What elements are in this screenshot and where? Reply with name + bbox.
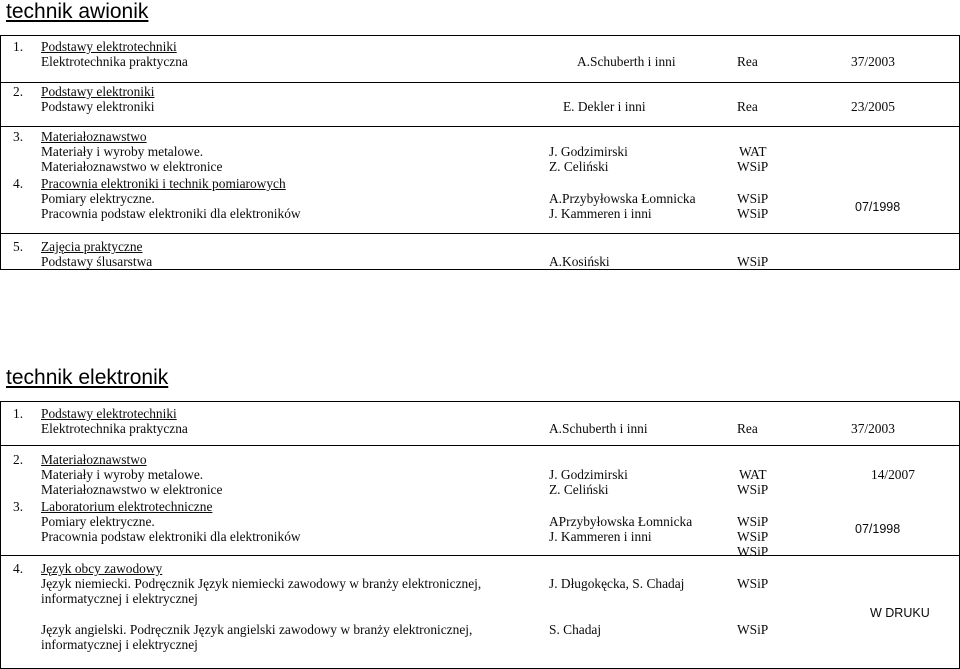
publisher: WSiP xyxy=(737,159,769,174)
publisher: WSiP xyxy=(737,576,769,591)
approval-number: 37/2003 xyxy=(851,54,895,69)
subject-title: Podstawy elektrotechniki xyxy=(41,39,177,54)
author: J. Kammeren i inni xyxy=(549,529,652,544)
author: J. Godzimirski xyxy=(549,467,628,482)
book-title: informatycznej i elektrycznej xyxy=(41,637,198,652)
subject-title: Zajęcia praktyczne xyxy=(41,239,143,254)
book-title: Pracownia podstaw elektroniki dla elektroników xyxy=(41,529,301,544)
author: APrzybyłowska Łomnicka xyxy=(549,514,693,529)
subject-title: Materiałoznawstwo xyxy=(41,452,147,467)
row-divider xyxy=(1,82,959,83)
book-title: Elektrotechnika praktyczna xyxy=(41,54,188,69)
publisher: WSiP xyxy=(737,622,769,637)
row-divider xyxy=(1,555,959,556)
subject-title: Materiałoznawstwo xyxy=(41,129,147,144)
row-number: 2. xyxy=(13,84,24,99)
subject-title: Podstawy elektrotechniki xyxy=(41,406,177,421)
publisher: WSiP xyxy=(737,514,769,529)
author: S. Chadaj xyxy=(549,622,602,637)
publisher: WSiP xyxy=(737,191,769,206)
row-divider xyxy=(1,126,959,127)
author: Z. Celiński xyxy=(549,159,609,174)
row-number: 4. xyxy=(13,561,24,576)
subject-title: Laboratorium elektrotechniczne xyxy=(41,499,213,514)
book-title: Język niemiecki. Podręcznik Język niemiecki zawodowy w branży elektronicznej, xyxy=(41,576,482,591)
author: J. Godzimirski xyxy=(549,144,628,159)
publisher: WSiP xyxy=(737,544,769,559)
publisher: WSiP xyxy=(737,206,769,221)
row-number: 1. xyxy=(13,39,24,54)
author: A.Kosiński xyxy=(549,254,610,269)
publisher: WAT xyxy=(739,144,767,159)
book-title: Materiałoznawstwo w elektronice xyxy=(41,482,223,497)
row-number: 3. xyxy=(13,499,24,514)
row-number: 3. xyxy=(13,129,24,144)
row-divider xyxy=(1,233,959,234)
publisher: WAT xyxy=(739,467,767,482)
publisher: Rea xyxy=(737,54,758,69)
approval-number: 07/1998 xyxy=(855,200,901,214)
book-title: Materiały i wyroby metalowe. xyxy=(41,467,204,482)
row-number: 5. xyxy=(13,239,24,254)
row-divider xyxy=(1,445,959,446)
row-number: 2. xyxy=(13,452,24,467)
approval-number: W DRUKU xyxy=(870,606,930,620)
author: J. Kammeren i inni xyxy=(549,206,652,221)
approval-number: 23/2005 xyxy=(851,99,895,114)
publisher: WSiP xyxy=(737,529,769,544)
row-number: 4. xyxy=(13,176,24,191)
publisher: WSiP xyxy=(737,482,769,497)
subject-title: Pracownia elektroniki i technik pomiarowych xyxy=(41,176,286,191)
approval-number: 07/1998 xyxy=(855,522,901,536)
book-title: Elektrotechnika praktyczna xyxy=(41,421,188,436)
subject-title: Podstawy elektroniki xyxy=(41,84,155,99)
author: A.Schuberth i inni xyxy=(577,54,676,69)
section-title-elektronik: technik elektronik xyxy=(6,366,169,389)
subject-title: Język obcy zawodowy xyxy=(41,561,163,576)
book-title: informatycznej i elektrycznej xyxy=(41,591,198,606)
book-title: Podstawy ślusarstwa xyxy=(41,254,153,269)
publisher: Rea xyxy=(737,99,758,114)
row-number: 1. xyxy=(13,406,24,421)
book-title: Pracownia podstaw elektroniki dla elektroników xyxy=(41,206,301,221)
publisher: WSiP xyxy=(737,254,769,269)
book-title: Materiałoznawstwo w elektronice xyxy=(41,159,223,174)
book-title: Materiały i wyroby metalowe. xyxy=(41,144,204,159)
author: Z. Celiński xyxy=(549,482,609,497)
approval-number: 37/2003 xyxy=(851,421,895,436)
author: A.Schuberth i inni xyxy=(549,421,648,436)
publisher: Rea xyxy=(737,421,758,436)
author: E. Dekler i inni xyxy=(563,99,646,114)
section-title-awionik: technik awionik xyxy=(6,0,149,23)
book-title: Pomiary elektryczne. xyxy=(41,191,155,206)
author: A.Przybyłowska Łomnicka xyxy=(549,191,696,206)
book-title: Język angielski. Podręcznik Język angielski zawodowy w branży elektronicznej, xyxy=(41,622,473,637)
book-title: Podstawy elektroniki xyxy=(41,99,155,114)
author: J. Długokęcka, S. Chadaj xyxy=(549,576,685,591)
book-title: Pomiary elektryczne. xyxy=(41,514,155,529)
approval-number: 14/2007 xyxy=(871,467,915,482)
